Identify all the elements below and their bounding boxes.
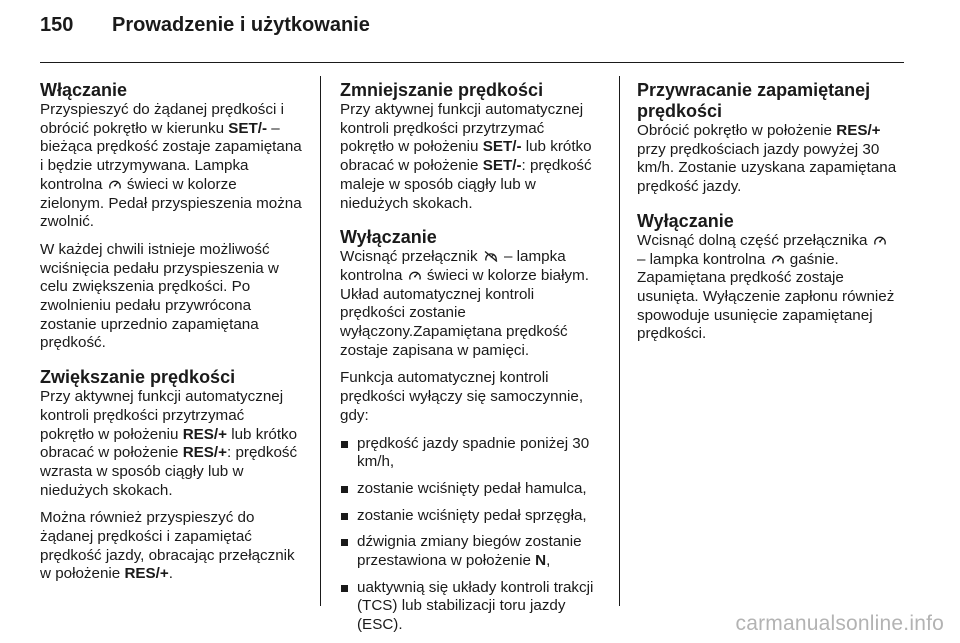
- paragraph: Funkcja automatycznej kontroli prędkości wyłączy się samoczynnie, gdy:: [340, 369, 584, 424]
- list-item: zostanie wciśnięty pedał sprzęgła,: [340, 507, 602, 526]
- paragraph: Można również przyspieszyć do żądanej prędkości i zapamiętać prędkość jazdy, obracając przełącznik w położenie RES/+.: [40, 509, 295, 583]
- section-heading: Zwiększanie prędkości: [40, 367, 236, 388]
- paragraph: Obrócić pokrętło w położenie RES/+ przy prędkościach jazdy powyżej 30 km/h. Zostanie uzyskana zapamiętana prędkość jazdy.: [637, 122, 897, 196]
- section-heading: Przywracanie zapamiętanej prędkości: [637, 80, 871, 121]
- list-item: prędkość jazdy spadnie poniżej 30 km/h,: [340, 435, 602, 472]
- paragraph: Przyspieszyć do żądanej prędkości i obrócić pokrętło w kierunku SET/- – bieżąca prędkość zostaje zapamiętana i będzie utrzymywana. Lampka kontrolna świeci w kolorze zielonym. Pedał przyspieszenia można zwolnić.: [40, 101, 302, 231]
- cruise-control-icon: [873, 234, 887, 247]
- cruise-control-icon: [108, 178, 122, 191]
- paragraph: Przy aktywnej funkcji automatycznej kontroli prędkości przytrzymać pokrętło w położeniu SET/- lub krótko obracać w położenie SET/-: prędkość maleje w sposób ciągły lub w niedużych skokach.: [340, 101, 592, 212]
- list-item: uaktywnią się układy kontroli trakcji (TCS) lub stabilizacji toru jazdy (ESC).: [340, 579, 602, 635]
- section-heading: Wyłączanie: [637, 210, 734, 231]
- paragraph: W każdej chwili istnieje możliwość wciśnięcia pedału przyspieszenia w celu zwiększenia prędkości. Po zwolnieniu pedału przywrócona zostanie uprzednio zapamiętana prędkość.: [40, 240, 279, 352]
- column-2: [340, 80, 602, 643]
- paragraph: Przy aktywnej funkcji automatycznej kontroli prędkości przytrzymać pokrętło w położeniu RES/+ lub krótko obracać w położenie RES/+: prędkość wzrasta w sposób ciągły lub w niedużych skokach.: [40, 388, 298, 499]
- section-heading: Zmniejszanie prędkości: [340, 80, 544, 100]
- section-heading: Wyłączanie: [340, 227, 437, 248]
- header-rule: [40, 62, 904, 63]
- column-divider: [320, 76, 321, 606]
- list-item: zostanie wciśnięty pedał hamulca,: [340, 480, 602, 499]
- column-1: [40, 80, 302, 593]
- paragraph: Wcisnąć przełącznik – lampka kontrolna świeci w kolorze białym. Układ automatycznej kontroli prędkości zostanie wyłączony.Zapamiętana prędkość zostaje zapisana w pamięci.: [340, 248, 589, 359]
- cruise-cancel-icon: [483, 250, 499, 263]
- column-divider: [619, 76, 620, 606]
- cruise-control-icon: [771, 253, 785, 266]
- list-item: dźwignia zmiany biegów zostanie przestawiona w położenie N,: [340, 533, 602, 570]
- watermark: carmanualsonline.info: [735, 612, 944, 635]
- bullet-list: [340, 435, 602, 635]
- cruise-control-icon: [408, 269, 422, 282]
- column-3: [637, 80, 899, 353]
- section-heading: Włączanie: [40, 80, 128, 100]
- paragraph: Wcisnąć dolną część przełącznika – lampka kontrolna gaśnie. Zapamiętana prędkość zostaje usunięta. Wyłączenie zapłonu również spowoduje usunięcie zapamiętanej prędkości.: [637, 231, 895, 343]
- page-number: 150: [40, 14, 74, 36]
- page-header: [40, 14, 370, 37]
- page-title: Prowadzenie i użytkowanie: [112, 14, 370, 36]
